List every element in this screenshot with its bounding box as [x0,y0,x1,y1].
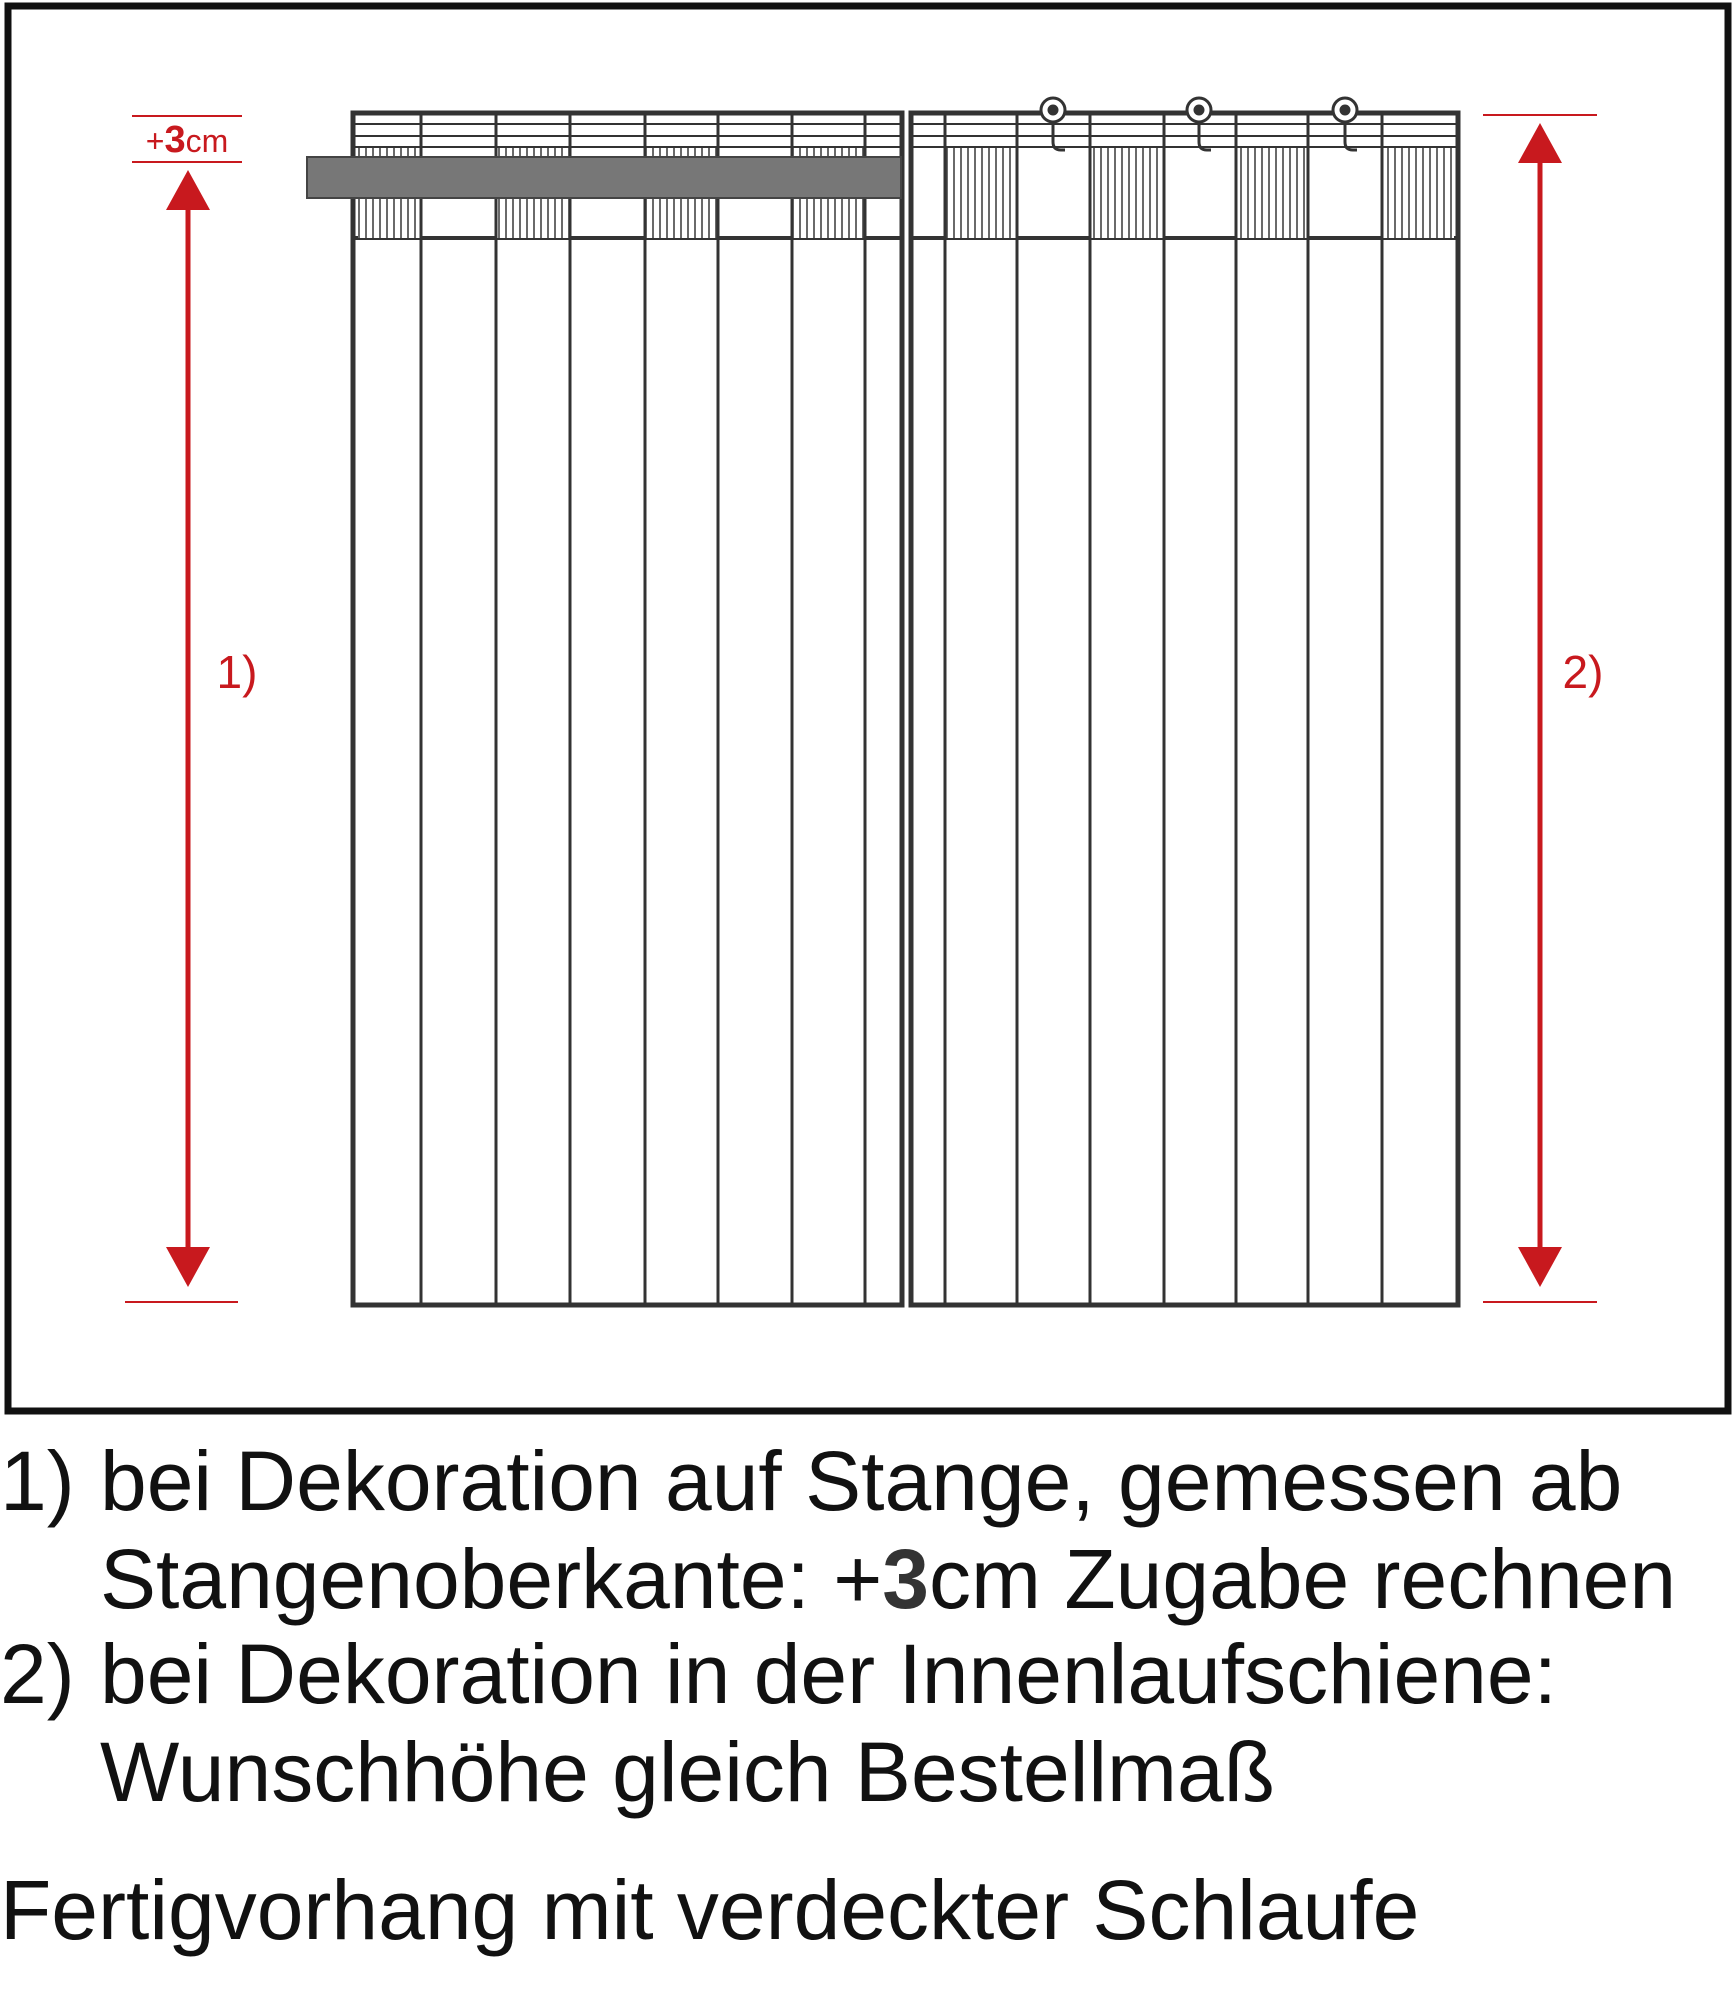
marker-1-label: 1) [216,646,258,698]
note-2-line-2 [0,1724,1736,1820]
note-1-line-2 [0,1531,1736,1627]
note-2-number: 2) [0,1627,75,1721]
note-1-text: bei Dekoration auf Stange, gemessen ab [100,1434,1623,1528]
note-1-prefix: Stangenoberkante: + [100,1532,883,1626]
note-1-number: 1) [0,1434,75,1528]
note-1-line-1 [0,1433,1736,1529]
note-2-text: bei Dekoration in der Innenlaufschiene: [100,1627,1557,1721]
footer-title: Fertigvorhang mit verdeckter Schlaufe [0,1863,1420,1957]
allowance-label: +3cm [145,119,229,161]
note-1-value: 3 [882,1532,930,1626]
marker-2-label: 2) [1562,646,1604,698]
note-2-line-1 [0,1626,1736,1722]
diagram-frame [8,6,1728,1411]
note-1-suffix: cm Zugabe rechnen [929,1532,1677,1626]
curtain-rod [307,157,901,198]
note-2-text-2: Wunschhöhe gleich Bestellmaß [100,1725,1276,1819]
